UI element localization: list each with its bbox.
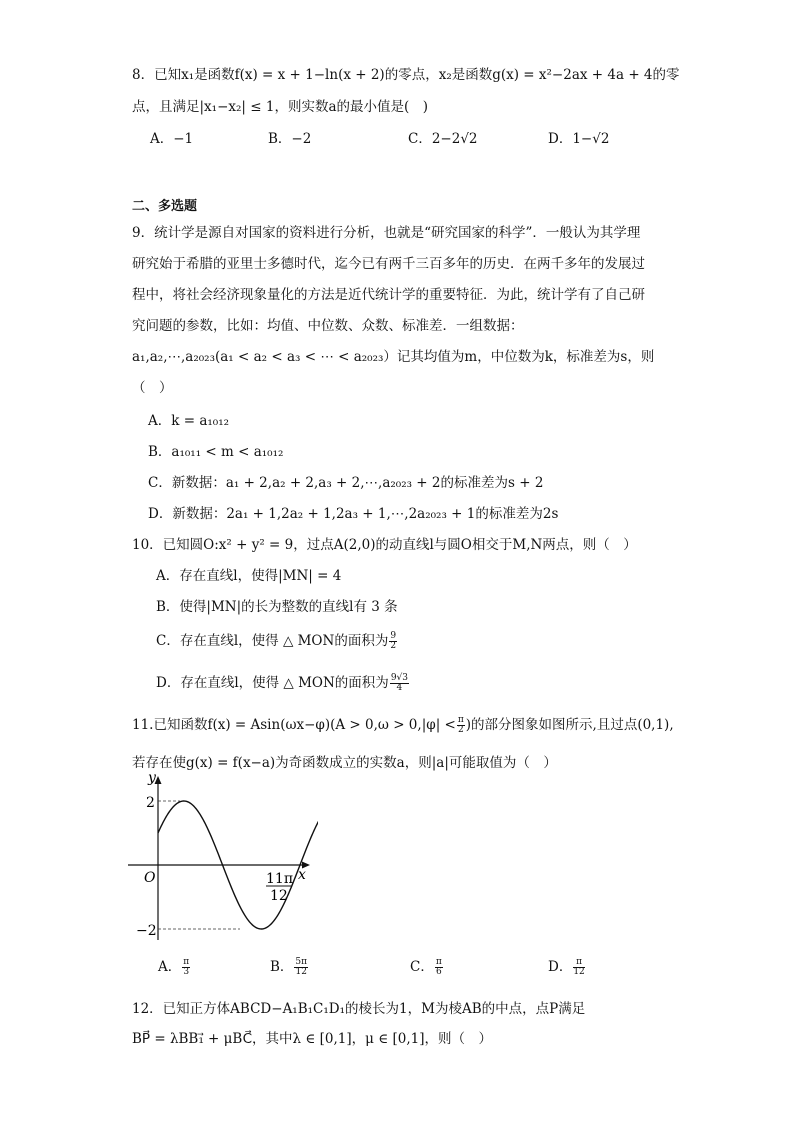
x-tick-numerator: 11π: [266, 871, 294, 887]
q11-option-a: [158, 958, 191, 977]
q8-option-d: D．1−√2: [548, 131, 610, 147]
q10-option-c: [156, 632, 398, 651]
q9-option-a: A．k = a₁₀₁₂: [148, 413, 230, 429]
option-fraction: [435, 958, 443, 977]
option-letter: B．: [270, 959, 294, 975]
q9-stem-line2: 研究始于希腊的亚里士多德时代，迄今已有两千三百多年的历史．在两千多年的发展过: [132, 256, 645, 272]
fraction-denominator: 3: [183, 967, 190, 977]
q10-stem: 10．已知圆O:x² + y² = 9，过点A(2,0)的动直线l与圆O相交于M,N两点，则（ ）: [132, 537, 637, 553]
q10-option-a: A．存在直线l，使得|MN| = 4: [156, 568, 342, 584]
q9-stem-line1: 9．统计学是源自对国家的资料进行分析，也就是“研究国家的科学”．一般认为其学理: [132, 225, 641, 241]
x-tick-denominator: 12: [270, 888, 288, 904]
q12-stem-line1: 12．已知正方体ABCD−A₁B₁C₁D₁的棱长为1，M为棱AB的中点，点P满足: [132, 1001, 586, 1017]
q10-option-b: B．使得|MN|的长为整数的直线l有 3 条: [156, 599, 398, 615]
q11-stem-line2: 若存在使g(x) = f(x−a)为奇函数成立的实数a，则|a|可能取值为（ ）: [132, 755, 557, 771]
min-value-label: −2: [136, 923, 157, 939]
q11-stem-fraction: [457, 716, 465, 735]
q11-sine-graph: [128, 772, 318, 942]
fraction-numerator: 9: [390, 631, 397, 641]
fraction-denominator: 6: [435, 967, 442, 977]
fraction-denominator: 12: [295, 967, 307, 977]
fraction-numerator: π: [435, 957, 442, 967]
fraction-denominator: 4: [396, 683, 403, 693]
q10-option-d: [156, 674, 410, 693]
fraction-denominator: 12: [573, 967, 585, 977]
option-letter: A．: [158, 959, 182, 975]
section-heading: 二、多选题: [132, 199, 198, 214]
q8-stem-line2: 点，且满足|x₁−x₂| ≤ 1，则实数a的最小值是( ): [132, 99, 429, 115]
fraction-denominator: 2: [457, 725, 464, 735]
q12-stem-line2: BP⃗ = λBB₁⃗ + μBC⃗，其中λ ∈ [0,1]，μ ∈ [0,1]，则（ ）: [132, 1031, 493, 1047]
fraction-denominator: 2: [390, 641, 397, 651]
origin-label: O: [144, 870, 156, 886]
y-axis-label: y: [148, 772, 156, 786]
q9-option-c: C．新数据：a₁ + 2,a₂ + 2,a₃ + 2,⋯,a₂₀₂₃ + 2的标准差为s + 2: [148, 475, 544, 491]
q10-option-d-text: D．存在直线l，使得 △ MON的面积为: [156, 675, 389, 691]
q9-option-d: D．新数据：2a₁ + 1,2a₂ + 1,2a₃ + 1,⋯,2a₂₀₂₃ + 1的标准差为2s: [148, 506, 559, 522]
option-letter: C．: [410, 959, 434, 975]
q10-option-d-fraction: [390, 674, 409, 693]
q8-option-c: C．2−2√2: [408, 131, 478, 147]
fraction-numerator: π: [457, 715, 464, 725]
q9-stem-line3: 程中，将社会经济现象量化的方法是近代统计学的重要特征．为此，统计学有了自己研: [132, 287, 645, 303]
option-letter: D．: [548, 959, 573, 975]
q11-option-d: [548, 958, 586, 977]
q11-option-c: [410, 958, 444, 977]
q10-option-c-text: C．存在直线l，使得 △ MON的面积为: [156, 633, 389, 649]
x-axis-label: x: [298, 867, 306, 883]
q8-option-a: A．−1: [150, 131, 194, 147]
q9-stem-line4: 究问题的参数，比如：均值、中位数、众数、标准差．一组数据：: [132, 318, 524, 334]
q11-stem-line1: [132, 716, 674, 735]
q11-option-b: [270, 958, 309, 977]
q11-stem-text: 11.已知函数f(x) = Asin(ωx−φ)(A > 0,ω > 0,|φ| <: [132, 717, 456, 733]
fraction-numerator: π: [573, 958, 584, 968]
q9-option-b: B．a₁₀₁₁ < m < a₁₀₁₂: [148, 444, 284, 460]
max-value-label: 2: [146, 795, 155, 811]
fraction-numerator: 9√3: [390, 673, 408, 683]
option-fraction: [294, 958, 308, 977]
q8-stem-line1: 8．已知x₁是函数f(x) = x + 1−ln(x + 2)的零点，x₂是函数g(x) = x²−2ax + 4a + 4的零: [132, 67, 680, 83]
q9-stem-line6: （ ）: [132, 380, 173, 396]
q11-stem-text-tail: )的部分图象如图所示,且过点(0,1),: [465, 717, 674, 733]
option-fraction: [182, 958, 190, 977]
q8-option-b: B．−2: [268, 131, 312, 147]
fraction-numerator: π: [183, 957, 190, 967]
q9-stem-line5: a₁,a₂,⋯,a₂₀₂₃(a₁ < a₂ < a₃ < ⋯ < a₂₀₂₃）记其均值为m，中位数为k，标准差为s，则: [132, 349, 655, 365]
fraction-numerator: 5π: [295, 957, 308, 967]
option-fraction: [573, 958, 584, 977]
q10-option-c-fraction: [389, 632, 397, 651]
